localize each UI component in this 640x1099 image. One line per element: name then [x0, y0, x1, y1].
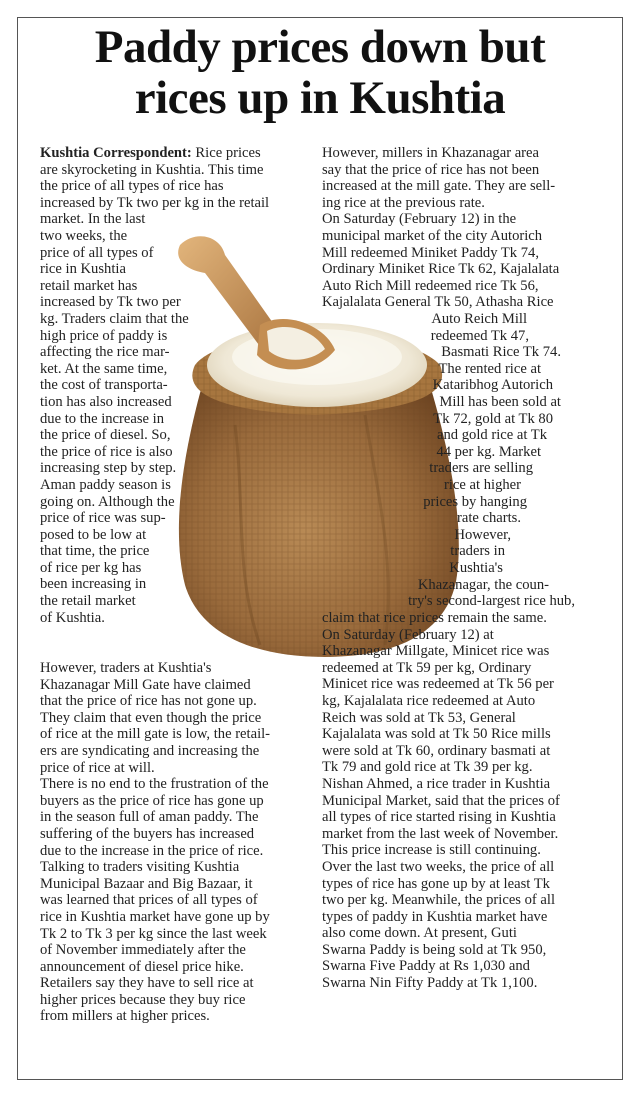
- right-top-line: say that the price of rice has not been: [322, 161, 540, 178]
- right-bottom-line: types of paddy in Kushtia market have: [322, 908, 548, 925]
- right-wrap-line: The rented rice at: [438, 360, 541, 377]
- right-column-wrap: [320, 311, 607, 610]
- left-bottom-line: Khazanagar Mill Gate have claimed: [40, 676, 251, 693]
- right-bottom-line: all types of rice started rising in Kushtia: [322, 809, 556, 826]
- right-wrap-line: traders in: [450, 543, 505, 560]
- left-bottom-line: was learned that prices of all types of: [40, 892, 258, 909]
- left-wrap-line: of Kushtia.: [40, 609, 105, 626]
- right-wrap-line: Basmati Rice Tk 74.: [441, 344, 561, 361]
- left-wrap-line: of rice per kg has: [40, 559, 142, 576]
- left-bottom-line: Retailers say they have to sell rice at: [40, 975, 254, 992]
- right-bottom-line: On Saturday (February 12) at: [322, 626, 494, 643]
- left-wrap-line: the price of rice is also: [40, 443, 173, 460]
- left-bottom-line: Municipal Bazaar and Big Bazaar, it: [40, 875, 253, 892]
- right-top-line: Ordinary Miniket Rice Tk 62, Kajalalata: [322, 261, 560, 278]
- left-wrap-line: retail market has: [40, 277, 138, 294]
- right-bottom-line: Swarna Paddy is being sold at Tk 950,: [322, 941, 547, 958]
- right-wrap-line: Auto Reich Mill: [431, 311, 527, 327]
- right-top-line: Kajalalata General Tk 50, Athasha Rice: [322, 294, 554, 311]
- right-wrap-line: 44 per kg. Market: [436, 443, 541, 460]
- right-wrap-line: rice at higher: [444, 476, 521, 493]
- left-bottom-line: announcement of diesel price hike.: [40, 958, 244, 975]
- left-bottom-line: in the season full of aman paddy. The: [40, 809, 259, 826]
- left-wrap-line: rice in Kushtia: [40, 261, 126, 278]
- left-bottom-line: buyers as the price of rice has gone up: [40, 792, 264, 809]
- left-column-wrap: [40, 228, 189, 626]
- right-top-line: On Saturday (February 12) in the: [322, 211, 517, 228]
- headline-line-1: Paddy prices down but: [94, 21, 546, 73]
- headline-line-2: rices up in Kushtia: [134, 72, 506, 124]
- right-top-line: ing rice at the previous rate.: [322, 194, 485, 211]
- left-bottom-line: of November immediately after the: [40, 942, 246, 959]
- right-bottom-line: market from the last week of November.: [322, 825, 559, 842]
- right-bottom-line: were sold at Tk 60, ordinary basmati at: [322, 742, 551, 759]
- right-wrap-line: and gold rice at Tk: [437, 427, 547, 444]
- left-wrap-line: affecting the rice mar-: [40, 344, 170, 361]
- left-wrap-line: increased by Tk two per: [40, 294, 181, 311]
- left-bottom-line: However, traders at Kushtia's: [40, 660, 212, 676]
- right-top-line: Auto Rich Mill redeemed rice Tk 56,: [322, 277, 539, 294]
- left-wrap-line: been increasing in: [40, 576, 147, 593]
- right-bottom-line: kg, Kajalalata rice redeemed at Auto: [322, 692, 536, 709]
- right-bottom-line: This price increase is still continuing.: [322, 842, 541, 859]
- left-bottom-line: price of rice at will.: [40, 759, 155, 776]
- left-wrap-line: the retail market: [40, 593, 136, 610]
- left-wrap-line: due to the increase in: [40, 410, 164, 427]
- left-bottom-line: ers are syndicating and increasing the: [40, 742, 260, 759]
- left-bottom-line: due to the increase in the price of rice.: [40, 842, 264, 859]
- right-wrap-line: Kataribhog Autorich: [432, 377, 553, 394]
- left-bottom-line: of rice at the mill gate is low, the retail-: [40, 726, 271, 743]
- left-bottom-line: They claim that even though the price: [40, 709, 262, 726]
- left-line-4: market. In the last: [40, 211, 146, 228]
- right-wrap-line: redeemed Tk 47,: [430, 327, 529, 344]
- right-bottom-line: two per kg. Meanwhile, the prices of all: [322, 892, 556, 909]
- right-wrap-line: Tk 72, gold at Tk 80: [433, 410, 553, 427]
- right-bottom-line: Over the last two weeks, the price of all: [322, 858, 555, 875]
- left-bottom-line: rice in Kushtia market have gone up by: [40, 908, 270, 925]
- left-wrap-line: going on. Although the: [40, 493, 175, 510]
- right-top-line: municipal market of the city Autorich: [322, 227, 543, 244]
- right-wrap-line: rate charts.: [456, 510, 521, 527]
- right-wrap-line: try's second-largest rice hub,: [408, 593, 575, 610]
- left-wrap-line: increasing step by step.: [40, 460, 177, 477]
- left-line-2: the price of all types of rice has: [40, 178, 224, 195]
- left-column-bottom: [40, 660, 270, 1025]
- left-bottom-line: higher prices because they buy rice: [40, 991, 246, 1008]
- right-bottom-line: Municipal Market, said that the prices of: [322, 792, 560, 809]
- left-wrap-line: the cost of transporta-: [40, 377, 168, 394]
- right-bottom-line: Nishan Ahmed, a rice trader in Kushtia: [322, 775, 551, 792]
- left-wrap-line: tion has also increased: [40, 393, 172, 410]
- left-bottom-line: from millers at higher prices.: [40, 1008, 210, 1025]
- right-bottom-line: Minicet rice was redeemed at Tk 56 per: [322, 676, 554, 693]
- right-wrap-line: Khazanagar, the coun-: [417, 576, 549, 593]
- left-bottom-line: There is no end to the frustration of the: [40, 776, 269, 793]
- right-bottom-line: Kajalalata was sold at Tk 50 Rice mills: [322, 726, 551, 743]
- right-wrap-line: Mill has been sold at: [439, 393, 561, 410]
- right-bottom-line: redeemed at Tk 59 per kg, Ordinary: [322, 659, 532, 676]
- right-wrap-line: However,: [454, 526, 511, 543]
- right-wrap-line: traders are selling: [429, 460, 533, 477]
- left-wrap-line: Aman paddy season is: [40, 476, 171, 493]
- left-wrap-line: two weeks, the: [40, 228, 128, 244]
- headline: [20, 22, 620, 124]
- right-column-top: [322, 145, 559, 311]
- right-bottom-line: Tk 79 and gold rice at Tk 39 per kg.: [322, 759, 533, 776]
- left-wrap-line: ket. At the same time,: [40, 360, 168, 377]
- right-bottom-line: Swarna Five Paddy at Rs 1,030 and: [322, 958, 530, 975]
- byline: Kushtia Correspondent:: [40, 145, 192, 161]
- right-bottom-line: Swarna Nin Fifty Paddy at Tk 1,100.: [322, 975, 538, 992]
- right-bottom-line: also come down. At present, Guti: [322, 925, 517, 942]
- left-line-3: increased by Tk two per kg in the retail: [40, 194, 270, 211]
- left-wrap-line: price of all types of: [40, 244, 154, 261]
- right-top-line: increased at the mill gate. They are sell-: [322, 178, 556, 195]
- right-wrap-line: prices by hanging: [423, 493, 527, 510]
- left-wrap-line: that time, the price: [40, 543, 150, 560]
- left-bottom-line: Tk 2 to Tk 3 per kg since the last week: [40, 925, 267, 942]
- left-bottom-line: Talking to traders visiting Kushtia: [40, 859, 240, 876]
- left-line-1: are skyrocketing in Kushtia. This time: [40, 161, 264, 178]
- right-column-bottom: [322, 610, 560, 992]
- left-bottom-line: that the price of rice has not gone up.: [40, 693, 257, 710]
- right-bottom-line: Reich was sold at Tk 53, General: [322, 709, 516, 726]
- left-column-top: [40, 145, 269, 228]
- left-wrap-line: posed to be low at: [40, 526, 147, 543]
- right-bottom-line: claim that rice prices remain the same.: [322, 610, 547, 626]
- right-wrap-line: Kushtia's: [449, 559, 503, 576]
- right-top-line: However, millers in Khazanagar area: [322, 145, 539, 161]
- left-line-0: Rice prices: [191, 145, 261, 161]
- left-bottom-line: suffering of the buyers has increased: [40, 825, 255, 842]
- right-bottom-line: Khazanagar Millgate, Minicet rice was: [322, 643, 550, 660]
- right-bottom-line: types of rice has gone up by at least Tk: [322, 875, 550, 892]
- left-wrap-line: high price of paddy is: [40, 327, 168, 344]
- right-top-line: Mill redeemed Miniket Paddy Tk 74,: [322, 244, 539, 261]
- left-wrap-line: kg. Traders claim that the: [40, 310, 189, 327]
- left-wrap-line: price of rice was sup-: [40, 510, 166, 527]
- left-wrap-line: the price of diesel. So,: [40, 427, 171, 444]
